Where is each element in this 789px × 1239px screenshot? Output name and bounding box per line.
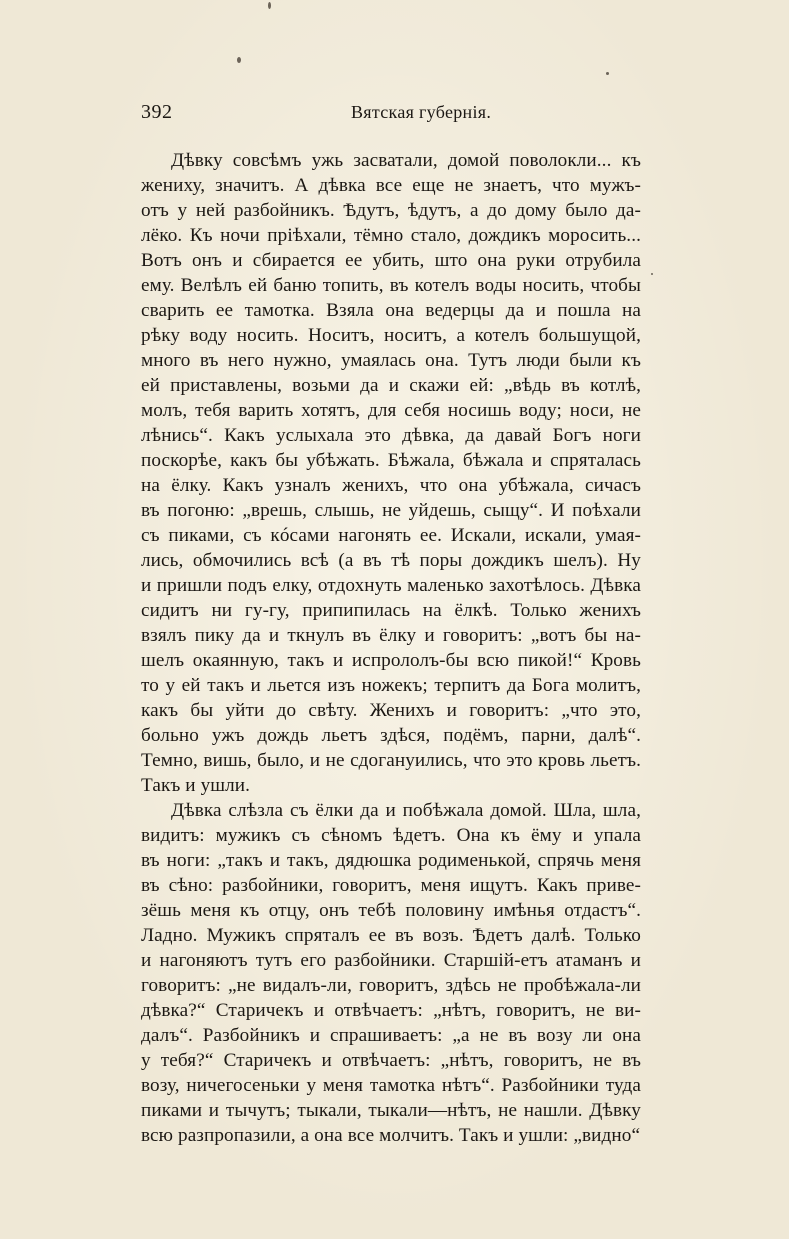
text-line: съ пиками, съ кóсами нагонять ее. Искали, искали, умая- (141, 525, 641, 546)
text-line: Такъ и ушли. (141, 775, 251, 796)
text-line: жениху, значитъ. А дѣвка все еще не знаетъ, что мужъ- (141, 175, 641, 196)
body-text (141, 148, 641, 1148)
text-line: у тебя?“ Старичекъ и отвѣчаетъ: „нѣтъ, говоритъ, не въ (141, 1050, 641, 1071)
ink-speck (606, 72, 609, 75)
text-line: дѣвка?“ Старичекъ и отвѣчаетъ: „нѣтъ, говоритъ, не ви- (141, 1000, 641, 1021)
ink-speck (651, 273, 653, 275)
text-line: пиками и тычутъ; тыкали, тыкали—нѣтъ, не нашли. Дѣвку (141, 1100, 641, 1121)
text-line: больно ужъ дождь льетъ здѣся, подёмъ, парни, далѣ“. (141, 725, 641, 746)
text-line: всю разпропазили, а она все молчитъ. Такъ и ушли: „видно“ (141, 1125, 641, 1146)
text-line: сварить ее тамотка. Взяла она ведерцы да и пошла на (141, 300, 641, 321)
text-line: и пришли подъ елку, отдохнуть маленько захотѣлось. Дѣвка (141, 575, 641, 596)
text-line: въ ноги: „такъ и такъ, дядюшка родименькой, спрячь меня (141, 850, 641, 871)
text-line: отъ у ней разбойникъ. Ѣдутъ, ѣдутъ, а до дому было да- (141, 200, 641, 221)
text-line: шелъ окаянную, такъ и испрололъ-бы всю пикой!“ Кровь (141, 650, 641, 671)
text-line: и нагоняютъ тутъ его разбойники. Старшій-етъ атаманъ и (141, 950, 641, 971)
text-line: возу, ничегосеньки у меня тамотка нѣтъ“. Разбойники туда (141, 1075, 641, 1096)
text-line: Темно, вишь, было, и не сдогануились, что это кровь льетъ. (141, 750, 641, 771)
text-line: Дѣвка слѣзла съ ёлки да и побѣжала домой. Шла, шла, (171, 800, 641, 821)
text-line: зёшь меня къ отцу, онъ тебѣ половину имѣнья отдастъ“. (141, 900, 641, 921)
text-line: видитъ: мужикъ съ сѣномъ ѣдетъ. Она къ ёму и упала (141, 825, 641, 846)
text-line: въ погоню: „врешь, слышь, не уйдешь, сыщу“. И поѣхали (141, 500, 641, 521)
text-line: какъ бы уйти до свѣту. Женихъ и говоритъ: „что это, (141, 700, 641, 721)
text-line: сидитъ ни гу-гу, припипилась на ёлкѣ. Только женихъ (141, 600, 641, 621)
ink-speck (237, 57, 241, 63)
page-number: 392 (141, 101, 173, 123)
ink-speck (268, 2, 271, 9)
text-line: далъ“. Разбойникъ и спрашиваетъ: „а не въ возу ли она (141, 1025, 641, 1046)
paragraph (141, 798, 641, 1148)
text-line: рѣку воду носить. Носитъ, носитъ, а котелъ большущой, (141, 325, 641, 346)
text-line: говоритъ: „не видалъ-ли, говоритъ, здѣсь не пробѣжала-ли (141, 975, 641, 996)
text-line: взялъ пику да и ткнулъ въ ёлку и говоритъ: „вотъ бы на- (141, 625, 641, 646)
paragraph (141, 148, 641, 798)
text-line: то у ей такъ и льется изъ ножекъ; терпитъ да Бога молитъ, (141, 675, 641, 696)
text-line: лись, обмочились всѣ (а въ тѣ поры дождикъ шелъ). Ну (141, 550, 641, 571)
running-title: Вятская губернія. (351, 102, 492, 122)
text-line: ему. Велѣлъ ей баню топить, въ котелъ воды носить, чтобы (141, 275, 641, 296)
text-line: Вотъ онъ и сбирается ее убить, што она руки отрубила (141, 250, 641, 271)
text-line: много въ него нужно, умаялась она. Тутъ люди были къ (141, 350, 641, 371)
text-line: на ёлку. Какъ узналъ женихъ, что она убѣжала, сичасъ (141, 475, 641, 496)
text-line: лёко. Къ ночи пріѣхали, тёмно стало, дождикъ моросить... (141, 225, 641, 246)
text-line: ей приставлены, возьми да и скажи ей: „вѣдь въ котлѣ, (141, 375, 641, 396)
text-line: молъ, тебя варить хотятъ, для себя носишь воду; носи, не (141, 400, 641, 421)
text-line: Дѣвку совсѣмъ ужь засватали, домой поволокли... къ (171, 150, 641, 171)
text-line: поскорѣе, какъ бы убѣжать. Бѣжала, бѣжала и спряталась (141, 450, 641, 471)
page-header (141, 101, 641, 127)
text-line: Ладно. Мужикъ спряталъ ее въ возъ. Ѣдетъ далѣ. Только (141, 925, 641, 946)
text-line: лѣнись“. Какъ услыхала это дѣвка, да давай Богъ ноги (141, 425, 641, 446)
text-line: въ сѣно: разбойники, говоритъ, меня ищутъ. Какъ приве- (141, 875, 641, 896)
